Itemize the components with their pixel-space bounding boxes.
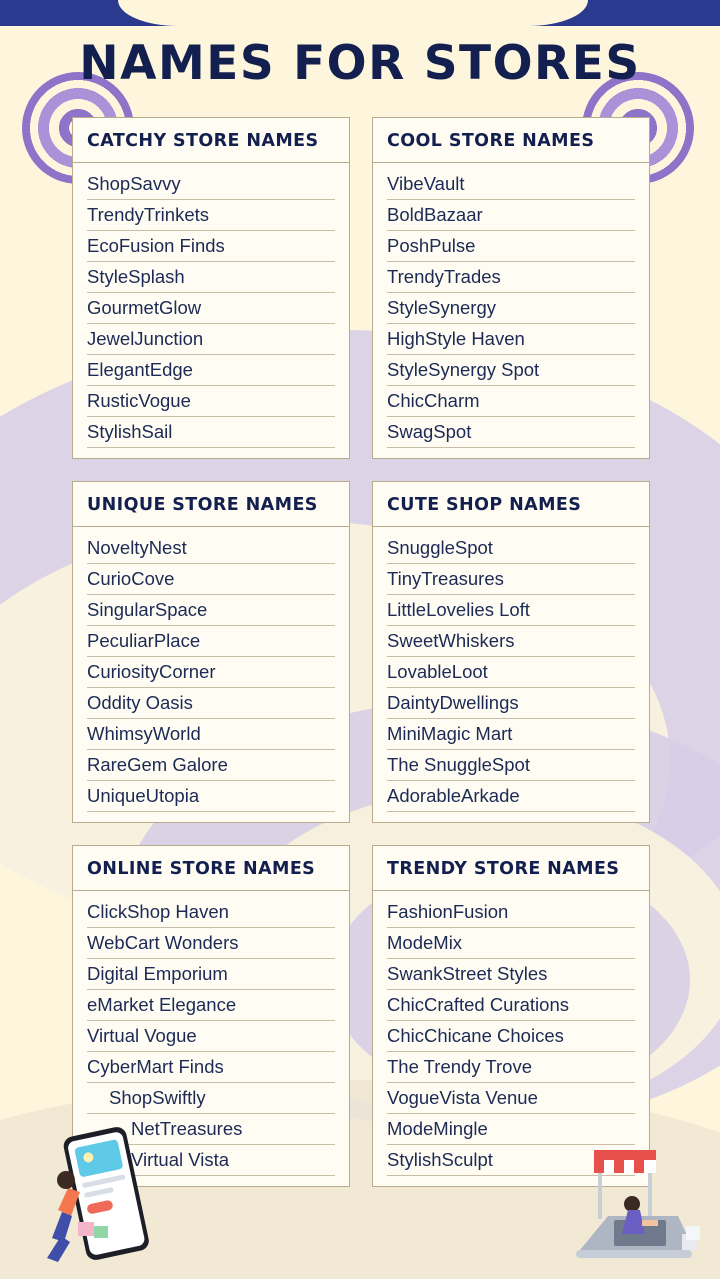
card-heading: TRENDY STORE NAMES: [373, 846, 649, 891]
list-item: CuriosityCorner: [87, 657, 335, 688]
store-name-card-grid: [72, 117, 650, 1187]
list-item: LovableLoot: [387, 657, 635, 688]
list-item: PoshPulse: [387, 231, 635, 262]
card-list: [373, 891, 649, 1176]
list-item: ClickShop Haven: [87, 897, 335, 928]
list-item: RareGem Galore: [87, 750, 335, 781]
list-item: VibeVault: [387, 169, 635, 200]
card-catchy-store-names: [72, 117, 350, 459]
list-item: TinyTreasures: [387, 564, 635, 595]
list-item: StyleSynergy: [387, 293, 635, 324]
list-item: ElegantEdge: [87, 355, 335, 386]
list-item: Virtual Vista: [87, 1145, 335, 1176]
list-item: Virtual Vogue: [87, 1021, 335, 1052]
card-heading: COOL STORE NAMES: [373, 118, 649, 163]
card-unique-store-names: [72, 481, 350, 823]
list-item: ChicCrafted Curations: [387, 990, 635, 1021]
top-banner-bar: [0, 0, 720, 26]
card-list: [73, 527, 349, 812]
list-item: CyberMart Finds: [87, 1052, 335, 1083]
list-item: TrendyTrinkets: [87, 200, 335, 231]
list-item: ChicChicane Choices: [387, 1021, 635, 1052]
list-item: ChicCharm: [387, 386, 635, 417]
card-list: [73, 163, 349, 448]
list-item: BoldBazaar: [387, 200, 635, 231]
list-item: HighStyle Haven: [387, 324, 635, 355]
list-item: CurioCove: [87, 564, 335, 595]
list-item: eMarket Elegance: [87, 990, 335, 1021]
card-cool-store-names: [372, 117, 650, 459]
list-item: AdorableArkade: [387, 781, 635, 812]
page-title: NAMES FOR STORES: [79, 36, 641, 91]
card-heading: UNIQUE STORE NAMES: [73, 482, 349, 527]
card-trendy-store-names: [372, 845, 650, 1187]
list-item: GourmetGlow: [87, 293, 335, 324]
list-item: PeculiarPlace: [87, 626, 335, 657]
list-item: StyleSplash: [87, 262, 335, 293]
list-item: Oddity Oasis: [87, 688, 335, 719]
card-heading: CATCHY STORE NAMES: [73, 118, 349, 163]
list-item: WhimsyWorld: [87, 719, 335, 750]
list-item: VogueVista Venue: [387, 1083, 635, 1114]
card-heading: CUTE SHOP NAMES: [373, 482, 649, 527]
top-banner-notch: [118, 0, 588, 26]
list-item: LittleLovelies Loft: [387, 595, 635, 626]
card-list: [373, 527, 649, 812]
list-item: StylishSail: [87, 417, 335, 448]
list-item: EcoFusion Finds: [87, 231, 335, 262]
card-cute-shop-names: [372, 481, 650, 823]
list-item: SwagSpot: [387, 417, 635, 448]
list-item: RusticVogue: [87, 386, 335, 417]
list-item: Digital Emporium: [87, 959, 335, 990]
list-item: SnuggleSpot: [387, 533, 635, 564]
list-item: FashionFusion: [387, 897, 635, 928]
shopper-with-phone-illustration: [44, 1118, 154, 1268]
list-item: SwankStreet Styles: [387, 959, 635, 990]
list-item: UniqueUtopia: [87, 781, 335, 812]
list-item: SweetWhiskers: [387, 626, 635, 657]
list-item: JewelJunction: [87, 324, 335, 355]
list-item: StylishSculpt: [387, 1145, 635, 1176]
list-item: ShopSavvy: [87, 169, 335, 200]
card-heading: ONLINE STORE NAMES: [73, 846, 349, 891]
list-item: MiniMagic Mart: [387, 719, 635, 750]
list-item: ModeMingle: [387, 1114, 635, 1145]
list-item: DaintyDwellings: [387, 688, 635, 719]
list-item: The Trendy Trove: [387, 1052, 635, 1083]
list-item: NoveltyNest: [87, 533, 335, 564]
list-item: NetTreasures: [87, 1114, 335, 1145]
card-list: [373, 163, 649, 448]
list-item: ShopSwiftly: [87, 1083, 335, 1114]
list-item: StyleSynergy Spot: [387, 355, 635, 386]
list-item: TrendyTrades: [387, 262, 635, 293]
list-item: SingularSpace: [87, 595, 335, 626]
list-item: WebCart Wonders: [87, 928, 335, 959]
list-item: ModeMix: [387, 928, 635, 959]
storefront-laptop-illustration: [562, 1138, 704, 1268]
list-item: The SnuggleSpot: [387, 750, 635, 781]
